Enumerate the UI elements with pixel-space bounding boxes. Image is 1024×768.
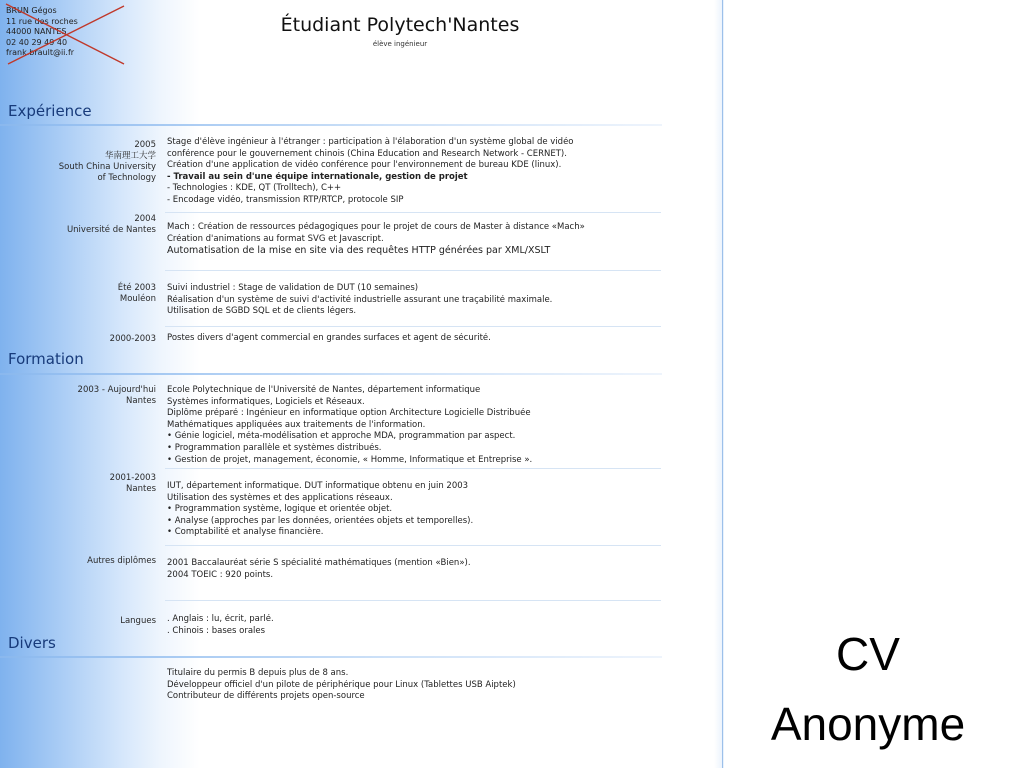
slide-label-line2: Anonyme [770,698,966,750]
formation-entry: IUT, département informatique. DUT informatique obtenu en juin 2003 Utilisation des systèmes et des applications réseaux. • Programmation système, logique et orientée objet. • Analyse (approches par les données, orientées objets et temporelles). • Comptabilité et analyse financière. [167,481,474,538]
section-rule [0,124,662,126]
section-rule [0,656,662,658]
section-title-divers: Divers [8,634,56,652]
experience-entry: Stage d'élève ingénieur à l'étranger : participation à l'élaboration d'un système global de vidéo conférence pour le gouvernement chinois (China Education and Research Network - CERNET). Création d'une application de vidéo conférence pour l'environnement de bureau KDE (linux). - Travail au sein d'une équipe internationale, gestion de projet - Technologies : KDE, QT (Trolltech), C++ - Encodage vidéo, transmission RTP/RTCP, protocole SIP [167,137,574,205]
section-title-formation: Formation [8,350,84,368]
entry-divider [165,212,661,213]
redaction-cross-icon [4,2,128,66]
experience-entry: Postes divers d'agent commercial en grandes surfaces et agent de sécurité. [167,333,491,343]
entry-date: 2005 华南理工大学 South China University of Technology [58,140,156,183]
experience-entry: Suivi industriel : Stage de validation de DUT (10 semaines) Réalisation d'un système de suivi d'activité industrielle assurant une traçabilité maximale. Utilisation de SGBD SQL et de clients légers. [167,283,553,317]
entry-date: 2000-2003 [109,334,156,344]
identity-line: 44000 NANTES [6,27,67,36]
identity-line: 02 40 29 49 40 [6,37,68,47]
formation-entry: École Polytechnique de l'Université de Nantes, département informatique Systèmes informatiques, Logiciels et Réseaux. Diplôme préparé : Ingénieur en informatique option Architecture Logicielle Distribuée Mathématiques appliquées aux traitements de l'information. • Génie logiciel, méta-modélisation et approche MDA, programmation par aspect. • Programmation parallèle et systèmes distribués. • Gestion de projet, management, économie, « Homme, Informatique et Entreprise ». [167,385,533,465]
identity-line: frank.brault@ii.fr [6,48,75,57]
identity-line: BRUN Gégos [6,6,57,15]
slide-label-line1: CV [836,628,900,680]
formation-entry: 2001 Baccalauréat série S spécialité mathématiques (mention «Bien»). 2004 TOEIC : 920 points. [167,558,471,580]
entry-date: 2001-2003 Nantes [109,473,156,494]
entry-divider [165,545,661,546]
entry-date: Autres diplômes [87,556,156,566]
entry-divider [165,326,661,327]
identity-line: 11 rue des roches [6,16,78,26]
entry-date: 2003 - Aujourd'hui Nantes [77,385,156,406]
section-rule [0,373,662,375]
entry-divider [165,468,661,469]
entry-divider [165,270,661,271]
section-title-experience: Expérience [8,102,92,120]
page-edge-divider [722,0,723,768]
entry-date: Langues [120,616,156,626]
entry-divider [165,600,661,601]
cv-title: Étudiant Polytech'Nantes [280,14,520,36]
formation-entry: . Anglais : lu, écrit, parlé. . Chinois : bases orales [167,614,274,636]
entry-date: 2004 Université de Nantes [66,214,156,235]
entry-date: Été 2003 Mouléon [117,283,156,304]
divers-entry: Titulaire du permis B depuis plus de 8 ans. Développeur officiel d'un pilote de périphérique pour Linux (Tablettes USB Aiptek) Contributeur de différents projets open-source [167,668,516,702]
experience-entry: Mach : Création de ressources pédagogiques pour le projet de cours de Master à distance «Mach» Création d'animations au format SVG et Javascript. Automatisation de la mise en site via des requêtes HTTP générées par XML/XSLT [167,222,585,257]
cv-subtitle: élève ingénieur [372,40,428,48]
